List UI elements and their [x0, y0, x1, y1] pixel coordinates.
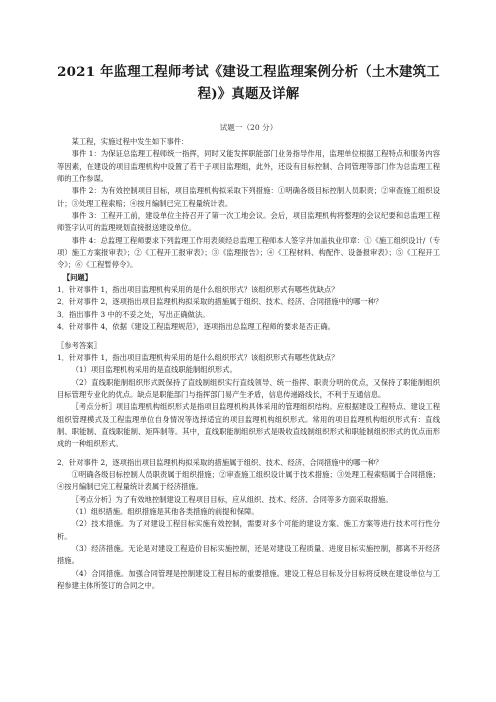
question-2: 2．针对事件 2，逐项指出项目监理机构拟采取的措施属于组织、技术、经济、合同措施中的哪一种？: [57, 297, 383, 307]
answer-1-analysis: 〖考点分析〗项目监理机构组织形式是指项目监理机构具体采用的管理组织结构。应根据建设工程特点、建设工程组织管理模式及工程监理单位自身情况等选择适宜的项目监理机构组织形式。常用的项目监理机构组织形式有：直线制、职能制、直线职能制、矩阵制等。其中，直线职能制组织形式是吸收直线制组织形式和职能制组织形式的优点而形成的一种组织形式。: [57, 402, 440, 449]
title-line-1: 2021 年监理工程师考试《建设工程监理案例分析（土木建筑工: [57, 64, 440, 80]
questions-heading: 【问题】: [62, 272, 93, 282]
answer-2-contract: （4）合同措施。加强合同管理是控制建设工程目标的重要措施。建设工程总目标及分目标将反映在建设单位与工程参建主体所签订的合同之中。: [57, 568, 440, 591]
answer-1-part-2: （2）直线职能制组织形式既保持了直线制组织实行直线领导、统一指挥、职责分明的优点，又保持了职能制组织目标管理专业化的优点。缺点是职能部门与指挥部门易产生矛盾，信息传递路线长，不利于互通信息。: [57, 377, 440, 399]
event-1: 事件 1：为保证总监理工程师统一指挥，同时又能发挥职能部门业务指导作用，监理单位根据工程特点和服务内容等因素，在建设的项目监理机构中设置了若干子项目监理组，此外，还设有目标控制、合同管理等部门作为总监理工程师的工作参谋。: [57, 149, 440, 184]
answer-2-measures: ①明确各级目标控制人员职责属于组织措施；②审查施工组织设计属于技术措施；③处理工程索赔属于合同措施；④按月编制已完工程量统计表属于经济措施。: [57, 469, 440, 492]
document-title: [57, 0, 440, 105]
event-3: 事件 3：工程开工前，建设单位主持召开了第一次工地会议。会后，项目监理机构将整理的会议纪要和总监理工程师签字认可的监理规划直接报送建设单位。: [57, 211, 440, 233]
answer-2-organization: （1）组织措施。组织措施是其他各类措施的前提和保障。: [71, 506, 259, 516]
answer-2-analysis: 〖考点分析〗为了有效地控制建设工程项目目标，应从组织、技术、经济、合同等多方面采取措施。: [71, 494, 393, 504]
answer-1-question: 1．针对事件 1，指出项目监理机构采用的是什么组织形式？该组织形式有哪些优缺点？: [57, 352, 339, 362]
question-1: 1．针对事件 1，指出项目监理机构采用的是什么组织形式？该组织形式有哪些优缺点？: [57, 285, 339, 295]
background-intro: 某工程，实施过程中发生如下事件：: [71, 137, 189, 146]
document-body: [57, 136, 440, 592]
question-4: 4．针对事件 4，依据《建设工程监理规范》，逐项指出总监理工程师的要求是否正确。: [57, 322, 335, 332]
answer-1-part-1: （1）项目监理机构采用的是直线职能制组织形式。: [71, 365, 237, 375]
question-section-title: 试题一（20 分）: [219, 123, 278, 132]
answer-heading: 〖参考答案〗: [57, 340, 101, 350]
event-4: 事件 4：总监理工程师要求下列监理工作用表须经总监理工程师本人签字并加盖执业印章：①《施工组织设计/（专项）施工方案报审表》；②《工程开工报审表》；③《监理报告》；④《工程材料、构配件、设备报审表》；⑤《工程开工令》；⑥《工程暂停令》。: [57, 235, 440, 270]
answer-2-question: 2．针对事件 2，逐项指出项目监理机构拟采取的措施属于组织、技术、经济、合同措施中的哪一种？: [57, 457, 383, 467]
answer-2-technical: （2）技术措施。为了对建设工程目标实施有效控制，需要对多个可能的建设方案、施工方案等进行技术可行性分析。: [57, 519, 440, 541]
title-line-2: 程)》真题及详解: [197, 86, 300, 102]
answer-2-economic: （3）经济措施。无论是对建设工程造价目标实施控制，还是对建设工程质量、进度目标实施控制，都离不开经济措施。: [57, 544, 440, 566]
event-2: 事件 2：为有效控制项目目标，项目监理机构拟采取下列措施：①明确各级目标控制人员职责；②审查施工组织设计；③处理工程索赔；④按月编制已完工程量统计表。: [57, 186, 440, 208]
question-3: 3．指出事件 3 中的不妥之处，写出正确做法。: [57, 309, 210, 319]
